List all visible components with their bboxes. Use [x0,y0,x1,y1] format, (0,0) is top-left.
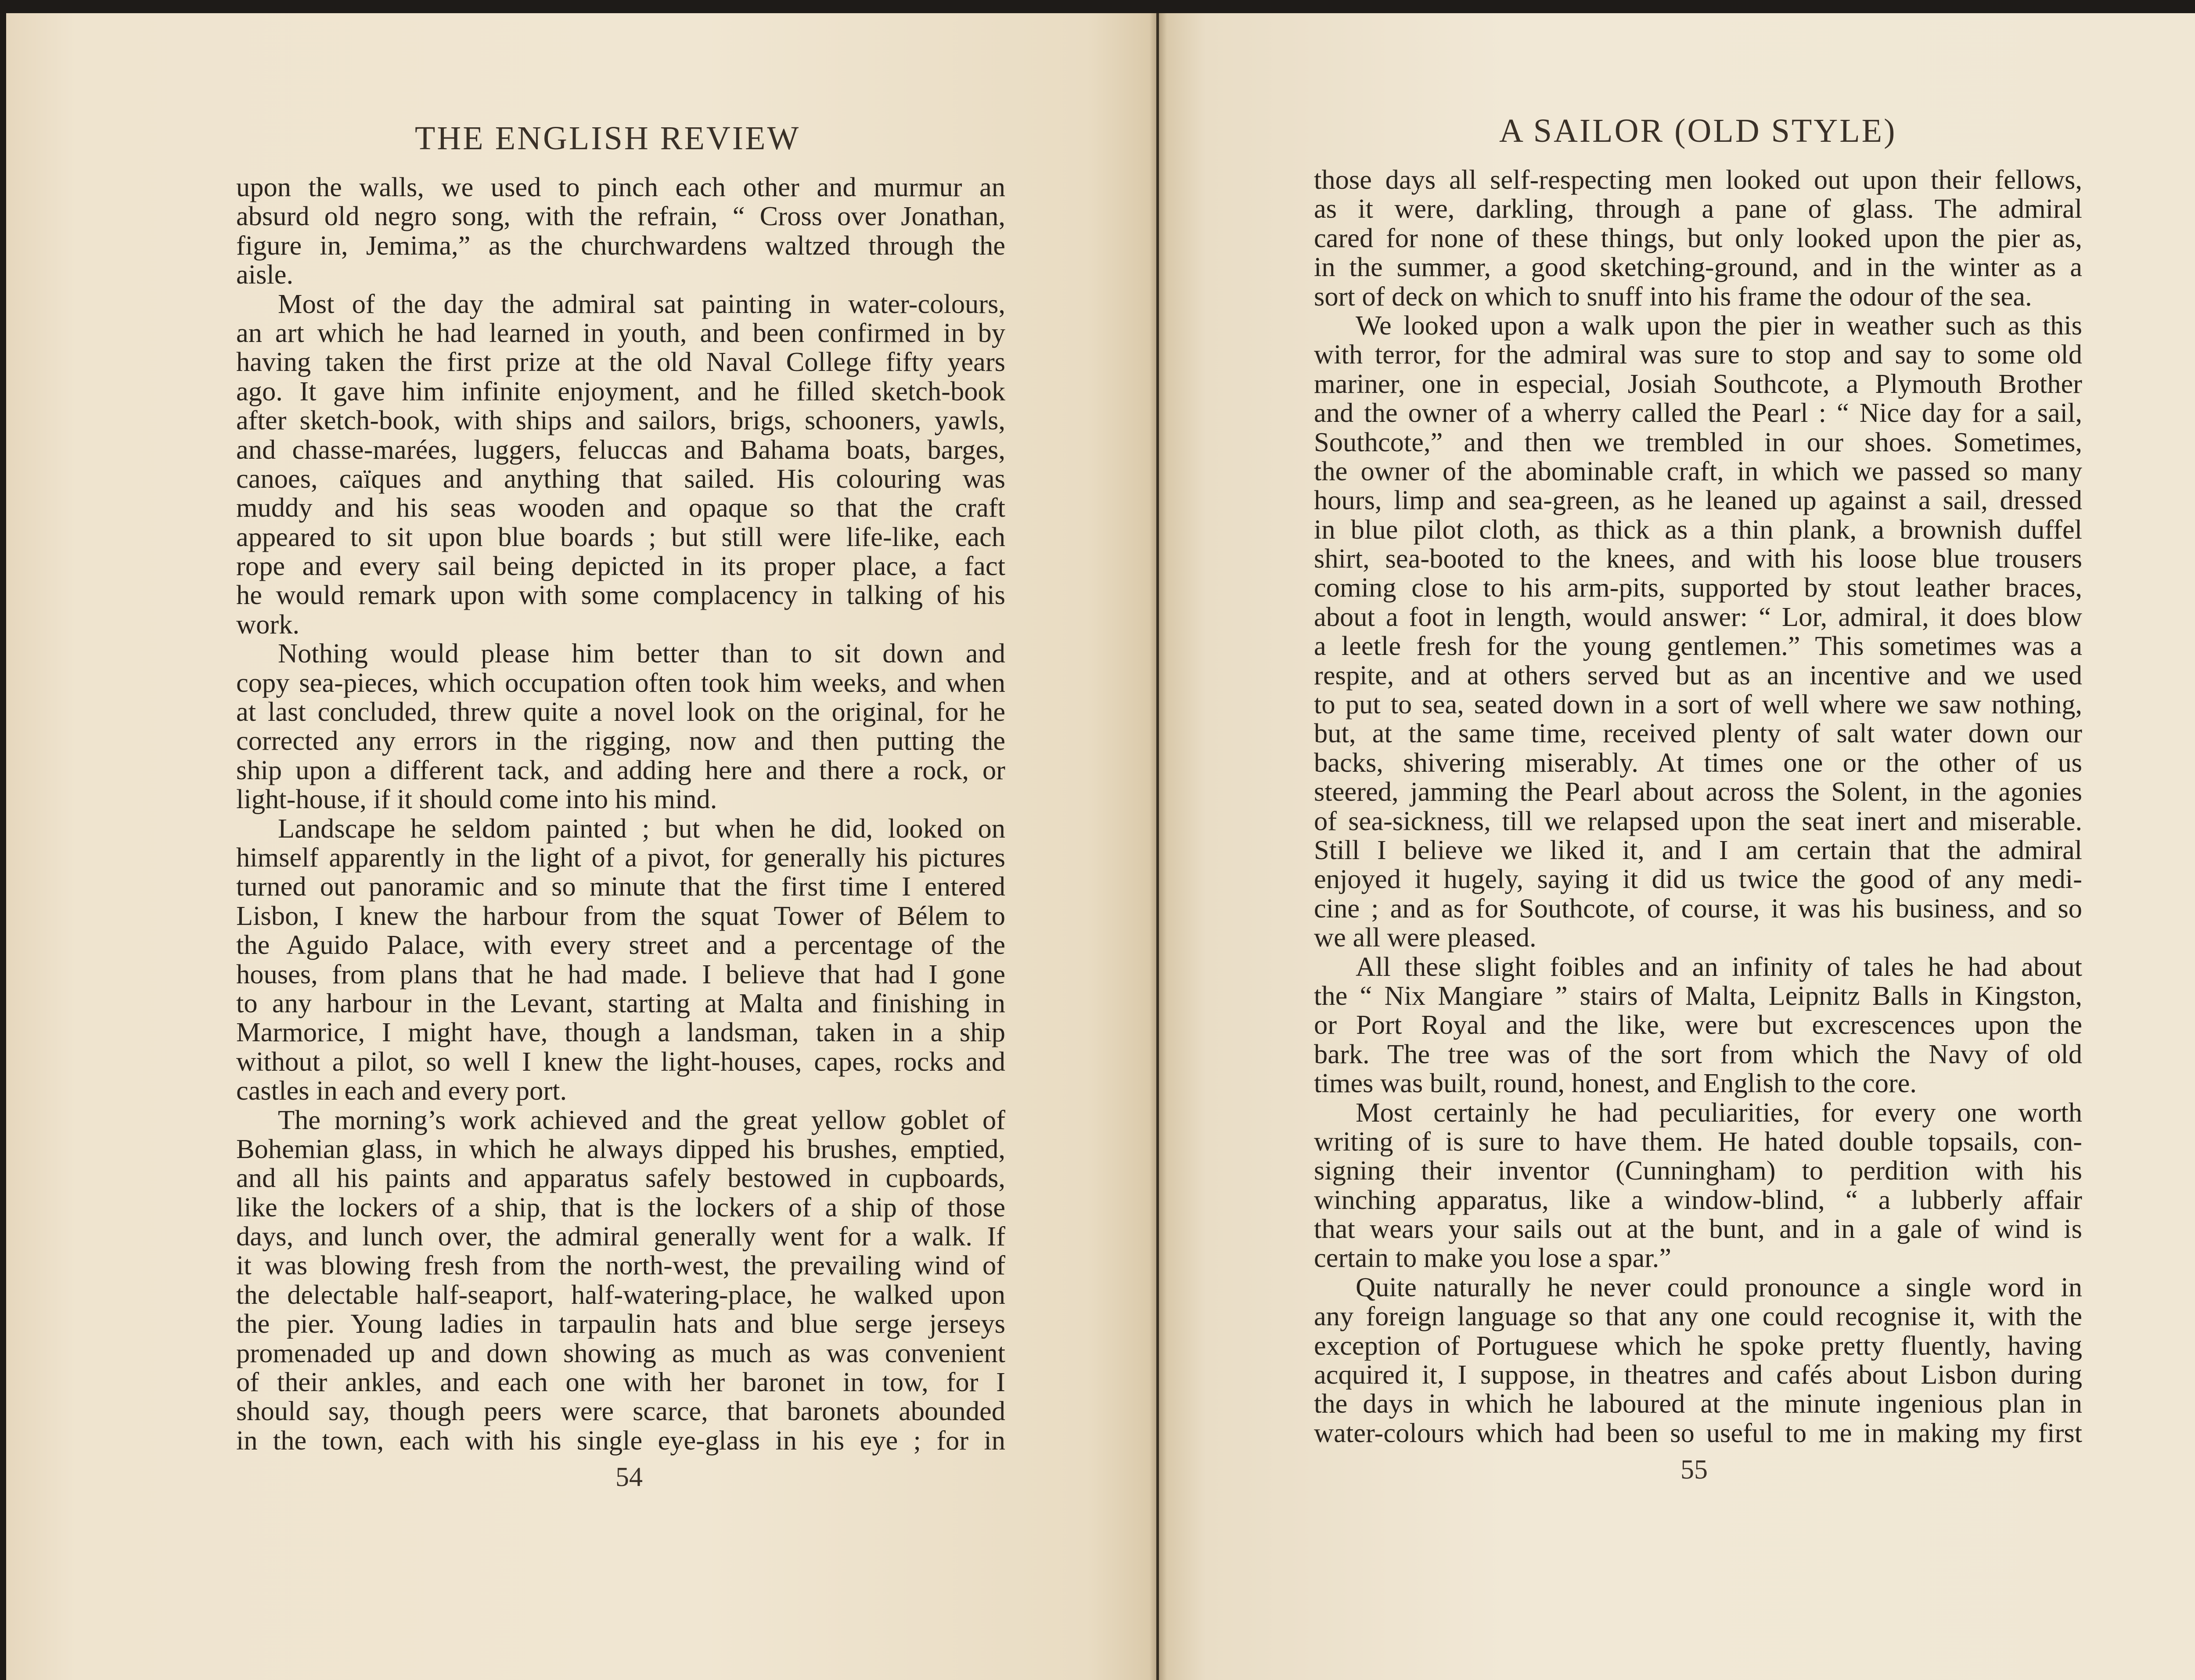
right-body-text [1314,165,2082,1447]
text-line: light-house, if it should come into his mind. [236,784,717,815]
text-line: rope and every sail being depicted in its proper place, a fact [236,550,1005,582]
text-line: acquired it, I suppose, in theatres and cafés about Lisbon during [1314,1359,2082,1390]
book-gutter [1149,13,1167,1680]
text-line: We looked upon a walk upon the pier in weather such as this [1356,309,2082,341]
text-line: Landscape he seldom painted ; but when he did, looked on [278,813,1005,844]
left-page-number: 54 [615,1462,643,1492]
text-line: hours, limp and sea-green, as he leaned up against a sail, dressed [1314,485,2082,516]
text-line: after sketch-book, with ships and sailors, brigs, schooners, yawls, [236,405,1005,436]
text-line: we all were pleased. [1314,922,1536,953]
text-line: and chasse-marées, luggers, feluccas and Bahama boats, barges, [236,434,1005,465]
left-body-text [236,173,1005,1455]
right-page-number: 55 [1680,1455,1708,1485]
text-line: the owner of the abominable craft, in which we passed so many [1314,455,2082,486]
text-line: at last concluded, threw quite a novel look on the original, for he [236,696,1005,727]
text-line: turned out panoramic and so minute that the first time I entered [236,871,1005,902]
text-line: enjoyed it hugely, saying it did us twice the good of any medi- [1314,863,2082,895]
text-line: any foreign language so that any one could recognise it, with the [1314,1301,2082,1332]
text-line: respite, and at others served but as an incentive and we used [1314,659,2082,691]
text-line: to put to sea, seated down in a sort of well where we saw nothing, [1314,689,2082,720]
text-line: Still I believe we liked it, and I am certain that the admiral [1314,834,2082,865]
text-line: the pier. Young ladies in tarpaulin hats and blue serge jerseys [236,1308,1005,1339]
left-running-head: THE ENGLISH REVIEW [415,120,801,157]
text-line: promenaded up and down showing as much as was convenient [236,1337,1005,1368]
text-line: Southcote,” and then we trembled in our shoes. Sometimes, [1314,426,2082,457]
text-line: the days in which he laboured at the minute ingenious plan in [1314,1388,2082,1419]
text-line: he would remark upon with some complacency in talking of his [236,579,1005,611]
text-line: Quite naturally he never could pronounce a single word in [1356,1271,2082,1302]
text-line: himself apparently in the light of a pivot, for generally his pictures [236,842,1005,873]
right-running-head: A SAILOR (OLD STYLE) [1499,112,1897,149]
text-line: ago. It gave him infinite enjoyment, and he filled sketch-book [236,375,1005,407]
text-line: bark. The tree was of the sort from which the Navy of old [1314,1038,2082,1069]
text-line: of sea-sickness, till we relapsed upon the seat inert and miserable. [1314,805,2082,836]
text-line: Nothing would please him better than to sit down and [278,638,1005,669]
text-line: the “ Nix Mangiare ” stairs of Malta, Leipnitz Balls in Kingston, [1314,980,2082,1011]
text-line: having taken the first prize at the old Naval College fifty years [236,346,1005,378]
text-line: All these slight foibles and an infinity of tales he had about [1356,951,2082,982]
text-line: in the summer, a good sketching-ground, and in the winter as a [1314,252,2082,283]
text-line: water-colours which had been so useful to me in making my first [1314,1417,2082,1448]
text-line: coming close to his arm-pits, supported by stout leather braces, [1314,572,2082,603]
text-line: sort of deck on which to snuff into his frame the odour of the sea. [1314,281,2032,312]
text-line: and all his paints and apparatus safely bestowed in cupboards, [236,1162,1005,1194]
text-line: should say, though peers were scarce, that baronets abounded [236,1396,1005,1427]
text-line: a leetle fresh for the young gentlemen.” This sometimes was a [1314,630,2082,662]
text-line: winching apparatus, like a window-blind, “ a lubberly affair [1314,1184,2082,1215]
text-line: castles in each and every port. [236,1075,567,1106]
text-line: Bohemian glass, in which he always dipped his brushes, emptied, [236,1133,1005,1164]
text-line: about a foot in length, would answer: “ Lor, admiral, it does blow [1314,601,2082,632]
text-line: appeared to sit upon blue boards ; but still were life-like, each [236,521,1005,552]
text-line: mariner, one in especial, Josiah Southcote, a Plymouth Brother [1314,368,2082,399]
text-line: like the lockers of a ship, that is the lockers of a ship of those [236,1191,1005,1223]
text-line: The morning’s work achieved and the great yellow goblet of [278,1104,1005,1135]
text-line: steered, jamming the Pearl about across the Solent, in the agonies [1314,776,2082,807]
text-line: in the town, each with his single eye-glass in his eye ; for in [236,1425,1005,1456]
text-line: aisle. [236,259,294,290]
text-line: Most of the day the admiral sat painting in water-colours, [278,288,1005,319]
text-line: copy sea-pieces, which occupation often took him weeks, and when [236,667,1005,698]
text-line: cared for none of these things, but only looked upon the pier as, [1314,222,2082,253]
text-line: as it were, darkling, through a pane of glass. The admiral [1314,193,2082,224]
text-line: exception of Portuguese which he spoke pretty fluently, having [1314,1330,2082,1361]
text-line: writing of is sure to have them. He hated double topsails, con- [1314,1126,2082,1157]
text-line: certain to make you lose a spar.” [1314,1242,1671,1273]
text-line: in blue pilot cloth, as thick as a thin plank, a brownish duffel [1314,514,2082,545]
text-line: figure in, Jemima,” as the churchwardens waltzed through the [236,230,1005,261]
text-line: shirt, sea-booted to the knees, and with his loose blue trousers [1314,543,2082,574]
text-line: or Port Royal and the like, were but excrescences upon the [1314,1009,2082,1040]
text-line: but, at the same time, received plenty of salt water down our [1314,718,2082,749]
text-line: Marmorice, I might have, though a landsman, taken in a ship [236,1017,1005,1048]
text-line: work. [236,608,300,640]
text-line: days, and lunch over, the admiral generally went for a walk. If [236,1221,1005,1252]
text-line: muddy and his seas wooden and opaque so that the craft [236,492,1005,523]
text-line: corrected any errors in the rigging, now and then putting the [236,725,1005,756]
text-line: of their ankles, and each one with her baronet in tow, for I [236,1367,1005,1398]
text-line: an art which he had learned in youth, and been confirmed in by [236,317,1005,348]
text-line: with terror, for the admiral was sure to stop and say to some old [1314,339,2082,370]
text-line: houses, from plans that he had made. I believe that had I gone [236,958,1005,989]
text-line: canoes, caïques and anything that sailed. His colouring was [236,463,1005,494]
text-line: backs, shivering miserably. At times one or the other of us [1314,747,2082,778]
text-line: that wears your sails out at the bunt, and in a gale of wind is [1314,1213,2082,1245]
text-line: without a pilot, so well I knew the light-houses, capes, rocks and [236,1046,1005,1077]
text-line: absurd old negro song, with the refrain, “ Cross over Jonathan, [236,201,1005,232]
text-line: Lisbon, I knew the harbour from the squat Tower of Bélem to [236,900,1005,931]
text-line: the Aguido Palace, with every street and a percentage of the [236,929,1005,961]
text-line: Most certainly he had peculiarities, for every one worth [1356,1097,2082,1128]
text-line: ship upon a different tack, and adding here and there a rock, or [236,754,1005,785]
text-line: cine ; and as for Southcote, of course, it was his business, and so [1314,892,2082,924]
text-line: times was built, round, honest, and English to the core. [1314,1068,1917,1099]
text-line: signing their inventor (Cunningham) to perdition with his [1314,1155,2082,1186]
text-line: to any harbour in the Levant, starting at Malta and finishing in [236,987,1005,1018]
text-line: those days all self-respecting men looked out upon their fellows, [1314,164,2082,195]
text-line: and the owner of a wherry called the Pearl : “ Nice day for a sail, [1314,397,2082,428]
text-line: upon the walls, we used to pinch each other and murmur an [236,172,1005,202]
text-line: the delectable half-seaport, half-watering-place, he walked upon [236,1279,1005,1310]
text-line: it was blowing fresh from the north-west, the prevailing wind of [236,1250,1005,1281]
